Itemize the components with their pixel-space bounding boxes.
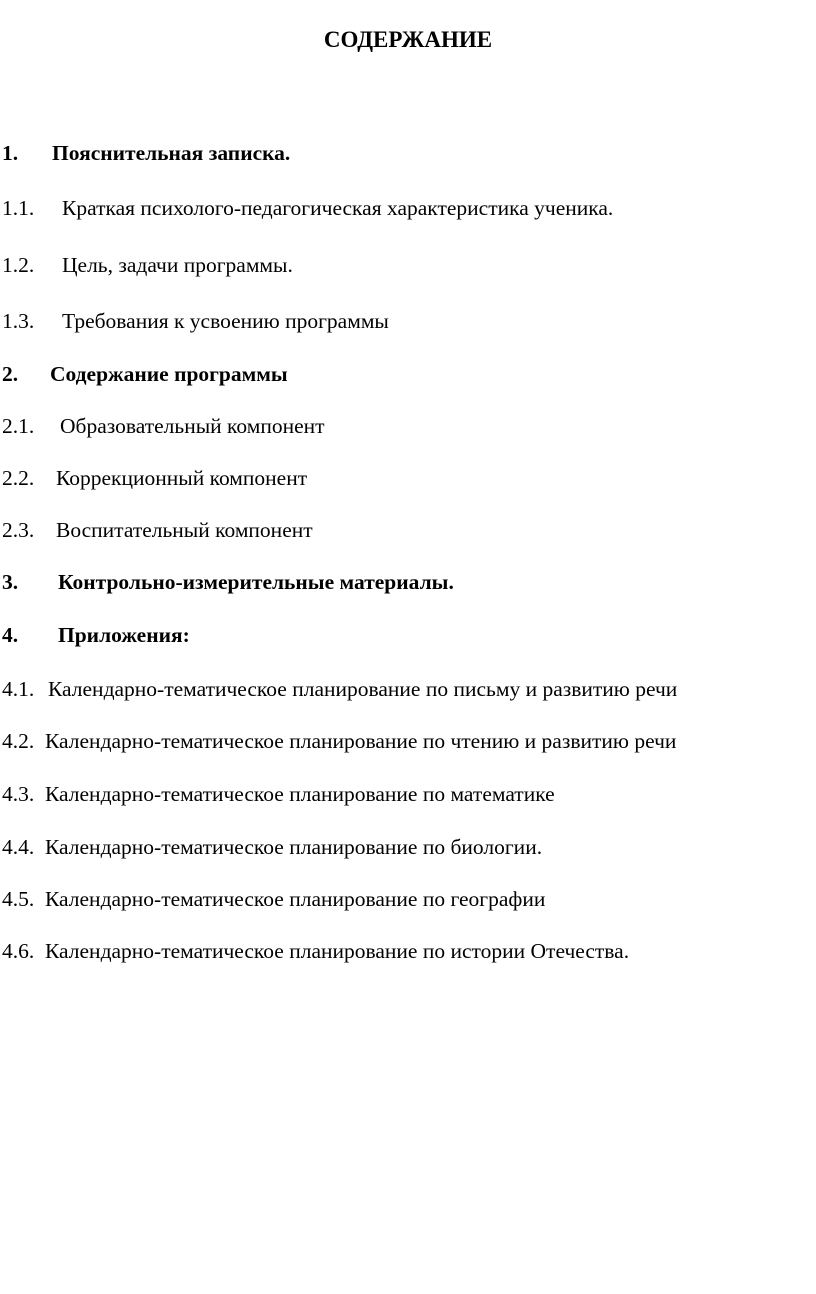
toc-entry-4-4 — [2, 832, 542, 862]
toc-entry-1-1 — [2, 193, 613, 223]
toc-text: Коррекционный компонент — [56, 466, 308, 490]
toc-entry-3 — [2, 567, 454, 597]
toc-entry-4-1 — [2, 674, 677, 704]
toc-number: 1. — [2, 141, 19, 165]
toc-number: 4.3. — [2, 782, 35, 806]
toc-number: 1.2. — [2, 253, 35, 277]
toc-entry-4-2 — [2, 726, 676, 756]
toc-entry-2 — [2, 359, 288, 389]
toc-entry-2-2 — [2, 463, 307, 493]
toc-text: Календарно-тематическое планирование по математике — [45, 782, 555, 806]
toc-text: Краткая психолого-педагогическая характеристика ученика. — [62, 196, 614, 220]
page-title: СОДЕРЖАНИЕ — [323, 27, 493, 52]
toc-number: 2.1. — [2, 414, 35, 438]
toc-text: Воспитательный компонент — [56, 518, 313, 542]
toc-text: Календарно-тематическое планирование по истории Отечества. — [45, 939, 630, 963]
toc-number: 4.1. — [2, 677, 35, 701]
toc-entry-1-2 — [2, 250, 293, 280]
toc-entry-4-3 — [2, 779, 555, 809]
toc-text: Требования к усвоению программы — [62, 309, 389, 333]
toc-number: 2. — [2, 362, 19, 386]
toc-number: 2.3. — [2, 518, 35, 542]
toc-entry-4 — [2, 620, 190, 650]
toc-number: 1.3. — [2, 309, 35, 333]
toc-number: 4.2. — [2, 729, 35, 753]
toc-text: Календарно-тематическое планирование по биологии. — [45, 835, 543, 859]
toc-number: 4.5. — [2, 887, 35, 911]
toc-number: 1.1. — [2, 196, 35, 220]
toc-number: 2.2. — [2, 466, 35, 490]
toc-entry-1-3 — [2, 306, 389, 336]
toc-number: 4. — [2, 623, 19, 647]
toc-entry-2-3 — [2, 515, 313, 545]
toc-entry-4-5 — [2, 884, 545, 914]
toc-text: Календарно-тематическое планирование по письму и развитию речи — [48, 677, 678, 701]
toc-text: Контрольно-измерительные материалы. — [58, 570, 454, 594]
toc-entry-1 — [2, 138, 290, 168]
toc-entry-4-6 — [2, 936, 629, 966]
toc-text: Содержание программы — [50, 362, 288, 386]
toc-text: Пояснительная записка. — [52, 141, 291, 165]
toc-number: 3. — [2, 570, 19, 594]
toc-text: Календарно-тематическое планирование по чтению и развитию речи — [45, 729, 677, 753]
toc-entry-2-1 — [2, 411, 325, 441]
toc-text: Календарно-тематическое планирование по географии — [45, 887, 546, 911]
toc-number: 4.4. — [2, 835, 35, 859]
toc-text: Цель, задачи программы. — [62, 253, 293, 277]
toc-text: Образовательный компонент — [60, 414, 325, 438]
toc-text: Приложения: — [58, 623, 190, 647]
toc-number: 4.6. — [2, 939, 35, 963]
